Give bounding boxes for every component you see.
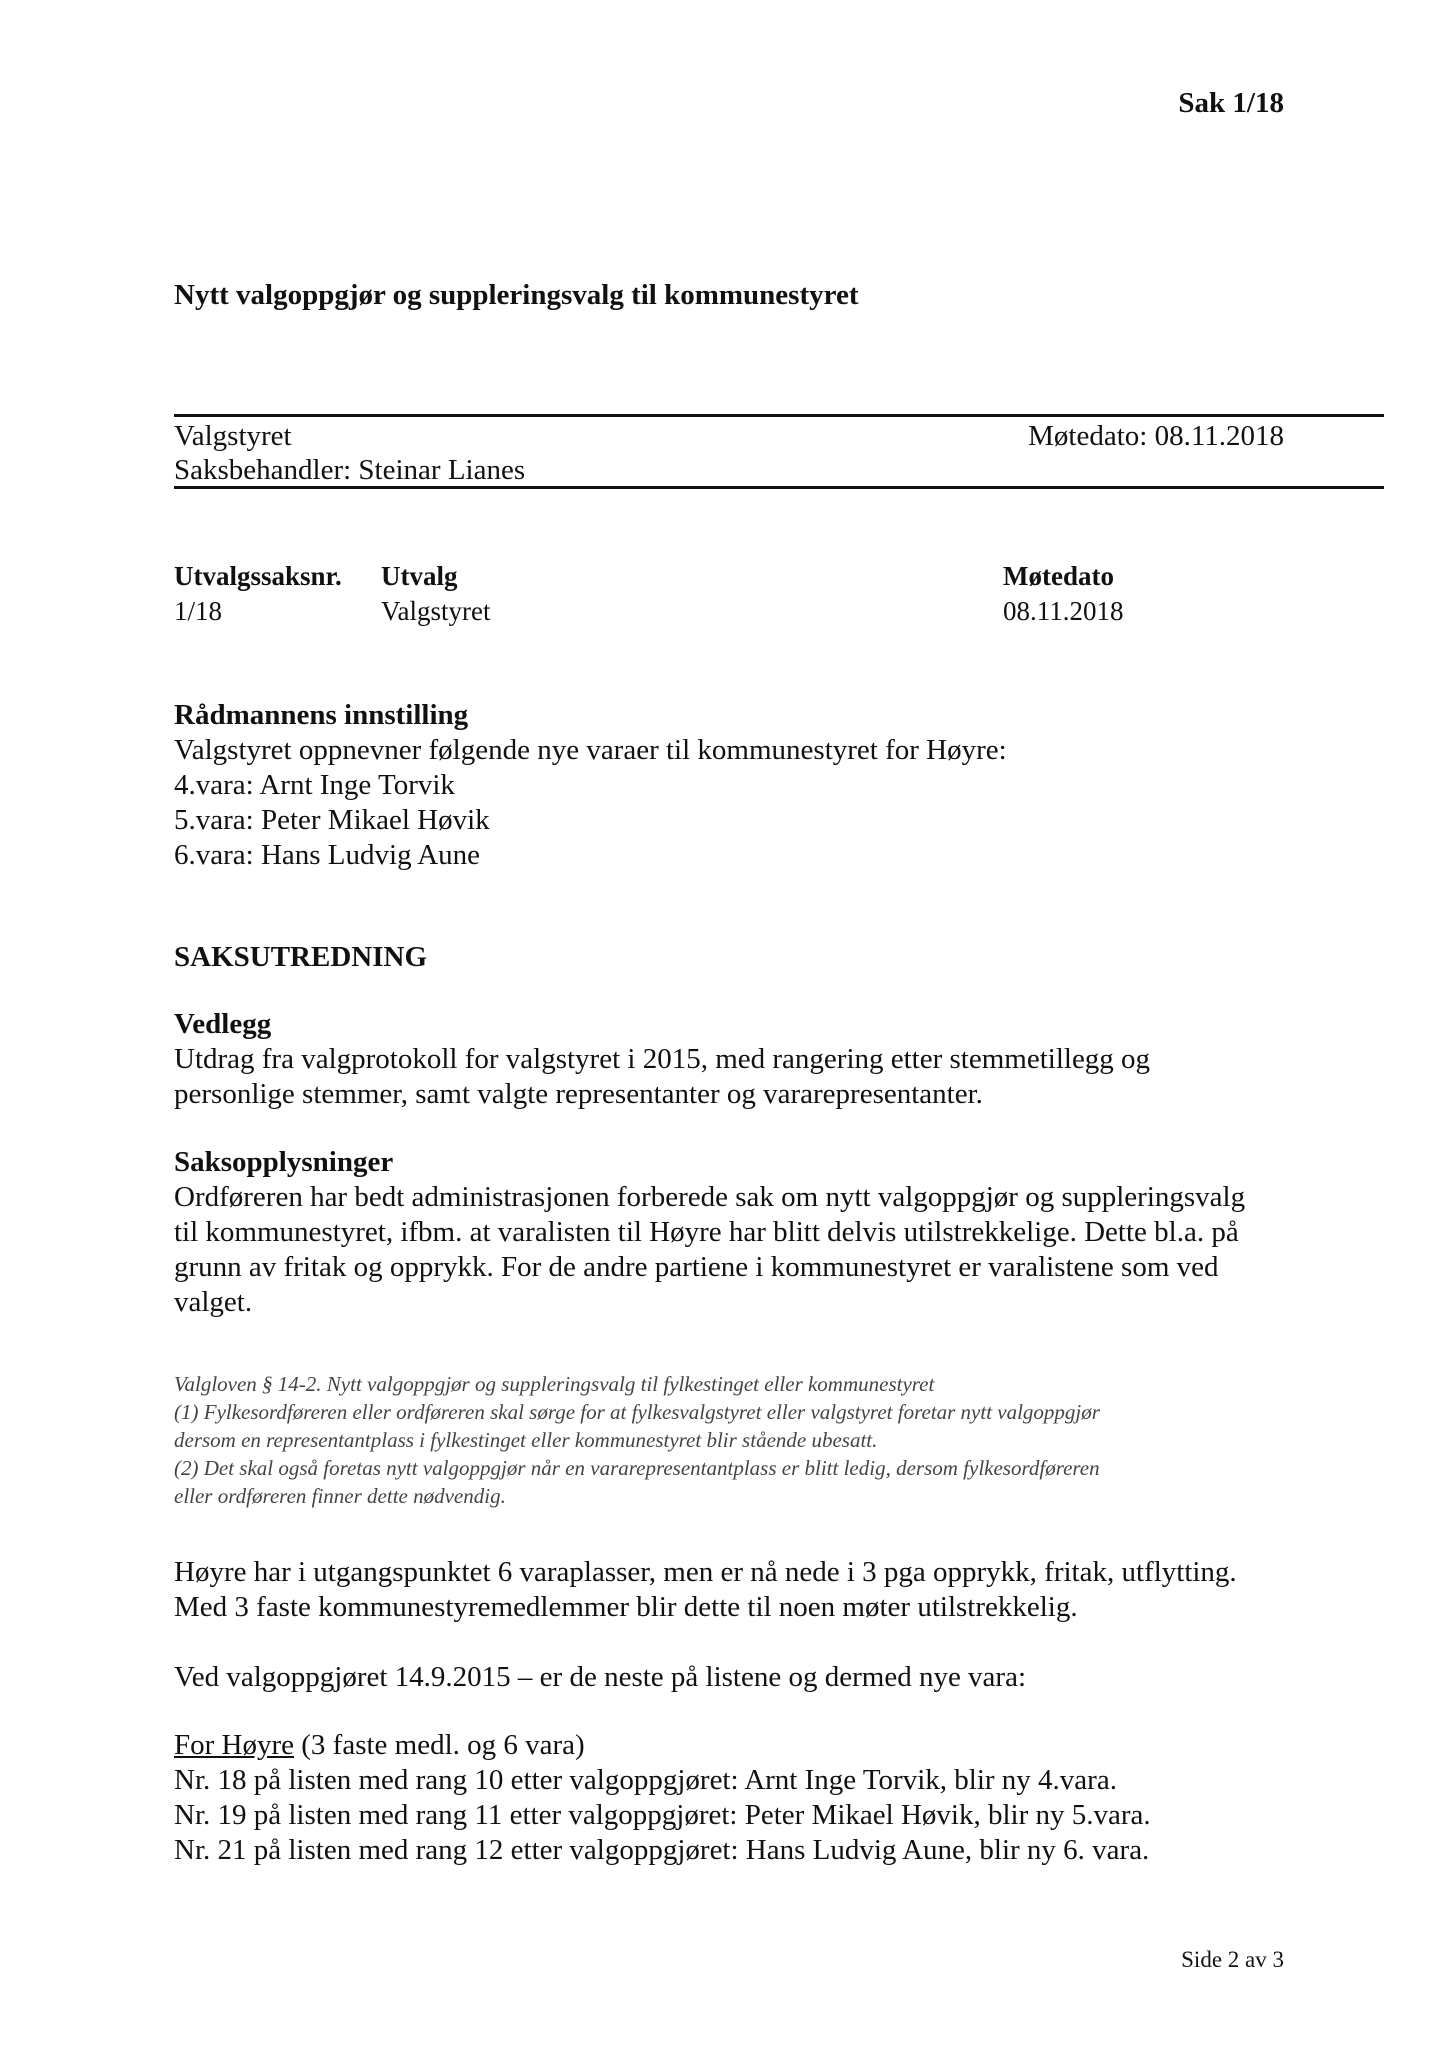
facts-line: til kommunestyret, ifbm. at varalisten til Høyre har blitt delvis utilstrekkelige. Dette bl.a. på [174,1216,1239,1248]
page-number: Side 2 av 3 [1181,1947,1284,1972]
committee-name: Valgstyret [174,420,292,452]
law-quote-line: Valgloven § 14-2. Nytt valgoppgjør og suppleringsvalg til fylkestinget eller kommunestyret [174,1372,935,1396]
recommendation-line: Valgstyret oppnevner følgende nye varaer til kommunestyret for Høyre: [174,734,1007,766]
party-list-heading [174,1728,1151,1763]
party-note: (3 faste medl. og 6 vara) [294,1729,585,1761]
table-cell-meeting-date: 08.11.2018 [1003,596,1124,626]
attachments-section [174,1007,1150,1112]
attachments-line: personlige stemmer, samt valgte representanter og vararepresentanter. [174,1078,983,1110]
body-paragraph-1 [174,1555,1237,1625]
table-cell-case-number: 1/18 [174,596,223,626]
attachments-heading: Vedlegg [174,1008,272,1040]
party-list [174,1728,1151,1868]
recommendation-heading: Rådmannens innstilling [174,699,469,731]
law-quote-line: (1) Fylkesordføreren eller ordføreren skal sørge for at fylkesvalgstyret eller valgstyret foretar nytt valgoppgjør [174,1400,1100,1424]
saksutredning-heading: SAKSUTREDNING [174,941,427,973]
law-quote-line: dersom en representantplass i fylkestinget eller kommunestyret blir stående ubesatt. [174,1428,878,1452]
recommendation-line: 5.vara: Peter Mikael Høvik [174,804,490,836]
party-label: For Høyre [174,1729,295,1761]
party-list-line: Nr. 18 på listen med rang 10 etter valgoppgjøret: Arnt Inge Torvik, blir ny 4.vara. [174,1764,1117,1796]
facts-line: grunn av fritak og opprykk. For de andre partiene i kommunestyret er varalistene som ved [174,1251,1219,1283]
body-paragraph-2: Ved valgoppgjøret 14.9.2015 – er de neste på listene og dermed nye vara: [174,1661,1027,1693]
table-header-committee: Utvalg [381,561,458,591]
case-officer: Saksbehandler: Steinar Lianes [174,454,526,486]
recommendation-section [174,698,1007,873]
party-list-line: Nr. 21 på listen med rang 12 etter valgoppgjøret: Hans Ludvig Aune, blir ny 6. vara. [174,1834,1150,1866]
law-quote [174,1370,1100,1510]
facts-line: valget. [174,1286,253,1318]
bottom-rule [174,486,1384,489]
top-rule [174,414,1384,417]
case-reference: Sak 1/18 [1178,87,1284,119]
table-header-meeting-date: Møtedato [1003,561,1114,591]
recommendation-line: 4.vara: Arnt Inge Torvik [174,769,455,801]
meeting-date: Møtedato: 08.11.2018 [1028,420,1284,452]
party-list-line: Nr. 19 på listen med rang 11 etter valgoppgjøret: Peter Mikael Høvik, blir ny 5.vara. [174,1799,1151,1831]
facts-line: Ordføreren har bedt administrasjonen forberede sak om nytt valgoppgjør og suppleringsvalg [174,1181,1246,1213]
recommendation-line: 6.vara: Hans Ludvig Aune [174,839,481,871]
attachments-line: Utdrag fra valgprotokoll for valgstyret i 2015, med rangering etter stemmetillegg og [174,1043,1151,1075]
body-line: Høyre har i utgangspunktet 6 varaplasser, men er nå nede i 3 pga opprykk, fritak, utflytting. [174,1556,1237,1588]
table-header-case-number: Utvalgssaksnr. [174,561,342,591]
table-cell-committee: Valgstyret [381,596,491,626]
law-quote-line: eller ordføreren finner dette nødvendig. [174,1484,506,1508]
document-title: Nytt valgoppgjør og suppleringsvalg til kommunestyret [174,279,859,311]
law-quote-line: (2) Det skal også foretas nytt valgoppgjør når en vararepresentantplass er blitt ledig, dersom fylkesordføreren [174,1456,1100,1480]
facts-heading: Saksopplysninger [174,1146,394,1178]
body-line: Med 3 faste kommunestyremedlemmer blir dette til noen møter utilstrekkelig. [174,1591,1078,1623]
facts-section [174,1145,1245,1320]
